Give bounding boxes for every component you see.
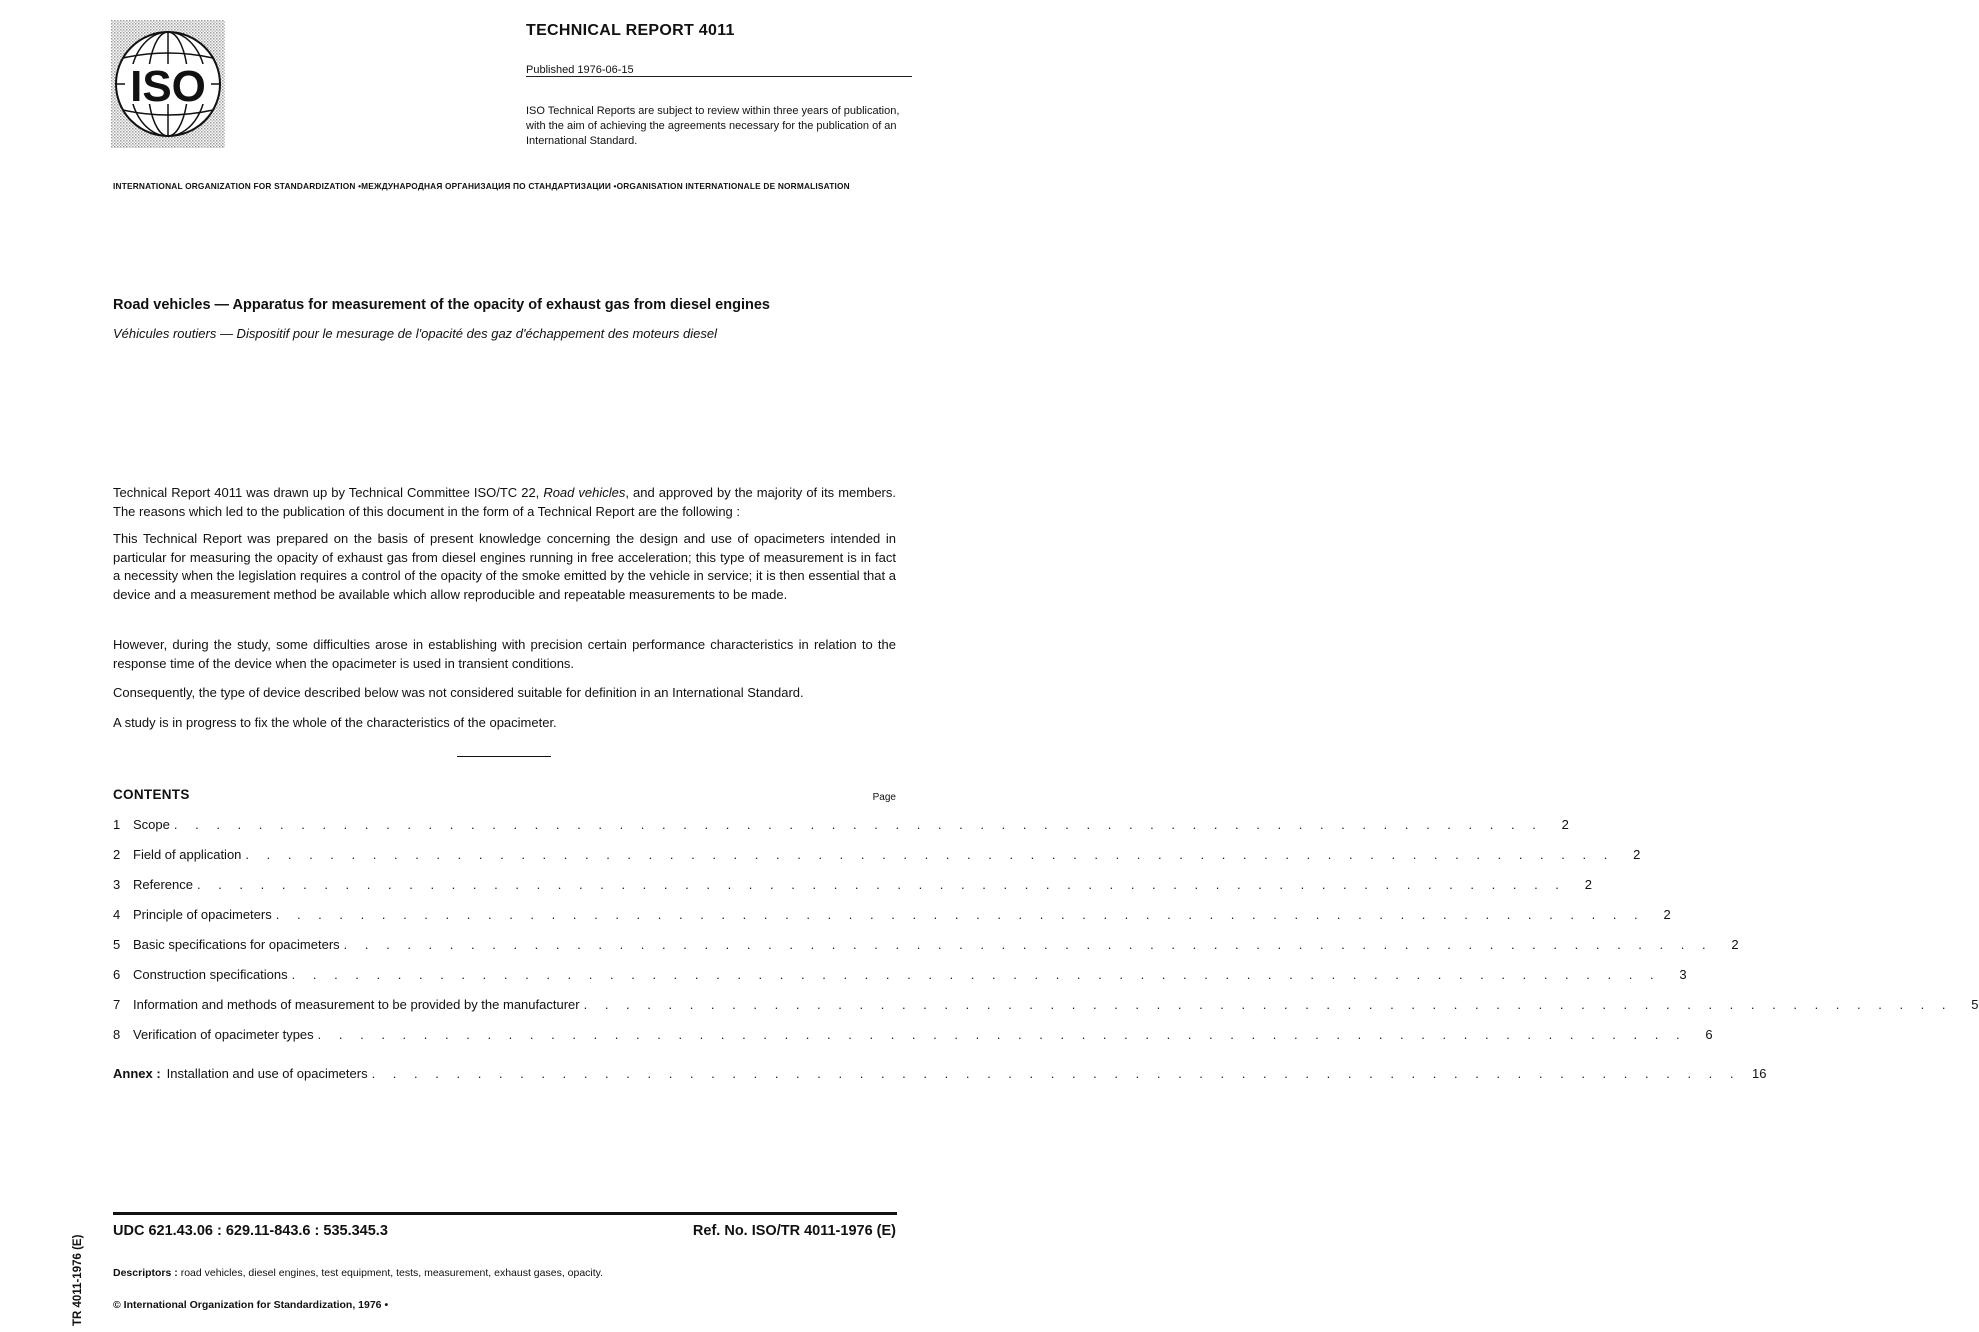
intro-paragraph-5: A study is in progress to fix the whole of the characteristics of the opacimeter. xyxy=(113,715,557,730)
side-reference-text: TR 4011-1976 (E) xyxy=(72,1234,84,1326)
annex-number: Annex : xyxy=(113,1066,161,1081)
report-title: TECHNICAL REPORT 4011 xyxy=(526,22,735,39)
intro-paragraph-4: Consequently, the type of device described below was not considered suitable for definition in an International Standard. xyxy=(113,685,804,700)
toc-label: Field of application xyxy=(133,847,245,862)
toc-page: 2 xyxy=(1731,937,1739,952)
toc-number: 2 xyxy=(113,847,121,862)
toc-leader: . . . . . . . . . . . . . . . . . . . . . . . . . . . . . . . . . . . . . . . . . . . . . . . . . . . . . . . . . . . . . . . . . xyxy=(196,877,1566,892)
document-title: Road vehicles — Apparatus for measurement of the opacity of exhaust gas from diesel engines xyxy=(113,297,770,313)
udc-code: UDC 621.43.06 : 629.11-843.6 : 535.345.3 xyxy=(113,1223,388,1239)
toc-page: 2 xyxy=(1584,877,1592,892)
intro-p1-start: Technical Report 4011 was drawn up by Technical Committee ISO/TC 22, xyxy=(113,485,544,500)
contents-title: CONTENTS xyxy=(113,787,190,802)
footer-rule xyxy=(113,1212,897,1215)
toc-leader: . . . . . . . . . . . . . . . . . . . . . . . . . . . . . . . . . . . . . . . . . . . . . . . . . . . . . . . . . . . . . . . . . xyxy=(371,1066,1741,1081)
copyright: © International Organization for Standardization, 1976 • xyxy=(113,1299,389,1311)
review-note: ISO Technical Reports are subject to review within three years of publication, with the aim of achieving the agreements necessary for the publication of an International Standard. xyxy=(526,105,900,147)
annex-page: 16 xyxy=(1752,1066,1767,1081)
toc-annex[interactable] xyxy=(113,1066,1767,1086)
toc-label: Reference xyxy=(133,877,197,892)
published-date xyxy=(526,64,912,76)
toc-item[interactable] xyxy=(113,967,1687,987)
toc-leader: . . . . . . . . . . . . . . . . . . . . . . . . . . . . . . . . . . . . . . . . . . . . . . . . . . . . . . . . . . . . . . . . . xyxy=(173,817,1543,832)
toc-label: Basic specifications for opacimeters xyxy=(133,937,344,952)
toc-leader: . . . . . . . . . . . . . . . . . . . . . . . . . . . . . . . . . . . . . . . . . . . . . . . . . . . . . . . . . . . . . . . . . xyxy=(291,967,1661,982)
toc-number: 5 xyxy=(113,937,121,952)
toc-item[interactable] xyxy=(113,907,1671,927)
toc-item[interactable] xyxy=(113,997,1979,1017)
published-underline xyxy=(526,76,912,77)
toc-label: Principle of opacimeters xyxy=(133,907,276,922)
descriptors xyxy=(113,1267,603,1279)
intro-paragraph-1 xyxy=(113,484,896,521)
toc-item[interactable] xyxy=(113,817,1569,837)
document-title-french: Véhicules routiers — Dispositif pour le mesurage de l'opacité des gaz d'échappement des moteurs diesel xyxy=(113,326,718,341)
toc-page: 6 xyxy=(1705,1027,1713,1042)
toc-page: 2 xyxy=(1633,847,1641,862)
toc-leader: . . . . . . . . . . . . . . . . . . . . . . . . . . . . . . . . . . . . . . . . . . . . . . . . . . . . . . . . . . . . . . . . . xyxy=(317,1027,1687,1042)
toc-label: Verification of opacimeter types xyxy=(133,1027,318,1042)
descriptors-label: Descriptors : xyxy=(113,1267,178,1279)
toc-label: Information and methods of measurement to be provided by the manufacturer xyxy=(133,997,584,1012)
toc-item[interactable] xyxy=(113,937,1739,957)
toc-item[interactable] xyxy=(113,877,1592,897)
reference-number: Ref. No. ISO/TR 4011-1976 (E) xyxy=(692,1223,896,1239)
intro-paragraph-2: This Technical Report was prepared on the basis of present knowledge concerning the design and use of opacimeters intended in particular for measuring the opacity of exhaust gas from diesel engines running in free acceleration; this type of measurement is in fact a necessity when the legislation requires a control of the opacity of the smoke emitted by the vehicle in service; it is then essential that a device and a measurement method be available which allow reproducible and repeatable measurements to be made. xyxy=(113,531,896,602)
toc-page: 2 xyxy=(1561,817,1569,832)
organization-line: INTERNATIONAL ORGANIZATION FOR STANDARDIZATION •МЕЖДУНАРОДНАЯ ОРГАНИЗАЦИЯ ПО СТАНДАРТИЗАЦИИ •ORGANISATION INTERNATIONALE DE NORMALISATION xyxy=(113,181,850,191)
toc-label: Construction specifications xyxy=(133,967,292,982)
toc-page: 3 xyxy=(1679,967,1687,982)
toc-leader: . . . . . . . . . . . . . . . . . . . . . . . . . . . . . . . . . . . . . . . . . . . . . . . . . . . . . . . . . . . . . . . . . xyxy=(343,937,1713,952)
toc-number: 1 xyxy=(113,817,121,832)
descriptors-text: road vehicles, diesel engines, test equipment, tests, measurement, exhaust gases, opacity. xyxy=(180,1267,604,1279)
toc-number: 8 xyxy=(113,1027,121,1042)
intro-p1-end: , and approved by the majority of its members. The reasons which led to the publication of this document in the form of a Technical Report are the following : xyxy=(113,485,896,519)
section-divider xyxy=(457,756,551,757)
toc-page: 2 xyxy=(1663,907,1671,922)
toc-label: Scope xyxy=(133,817,174,832)
toc-number: 4 xyxy=(113,907,121,922)
published-text: Published 1976-06-15 xyxy=(526,64,634,76)
toc-item[interactable] xyxy=(113,1027,1713,1047)
toc-number: 7 xyxy=(113,997,121,1012)
logo-text: ISO xyxy=(130,62,206,111)
intro-paragraph-3: However, during the study, some difficulties arose in establishing with precision certain performance characteristics in relation to the response time of the device when the opacimeter is used in transient conditions. xyxy=(113,637,896,671)
toc-item[interactable] xyxy=(113,847,1641,867)
annex-label: Installation and use of opacimeters xyxy=(167,1066,372,1081)
toc-leader: . . . . . . . . . . . . . . . . . . . . . . . . . . . . . . . . . . . . . . . . . . . . . . . . . . . . . . . . . . . . . . . . . xyxy=(583,997,1953,1012)
toc-number: 3 xyxy=(113,877,121,892)
toc-leader: . . . . . . . . . . . . . . . . . . . . . . . . . . . . . . . . . . . . . . . . . . . . . . . . . . . . . . . . . . . . . . . . . xyxy=(245,847,1615,862)
side-reference xyxy=(70,1212,88,1326)
toc-number: 6 xyxy=(113,967,121,982)
contents-page-label: Page xyxy=(872,792,896,803)
toc-leader: . . . . . . . . . . . . . . . . . . . . . . . . . . . . . . . . . . . . . . . . . . . . . . . . . . . . . . . . . . . . . . . . . xyxy=(275,907,1645,922)
intro-p1-italic: Road vehicles xyxy=(543,485,626,500)
toc-page: 5 xyxy=(1971,997,1979,1012)
iso-logo xyxy=(111,20,225,148)
